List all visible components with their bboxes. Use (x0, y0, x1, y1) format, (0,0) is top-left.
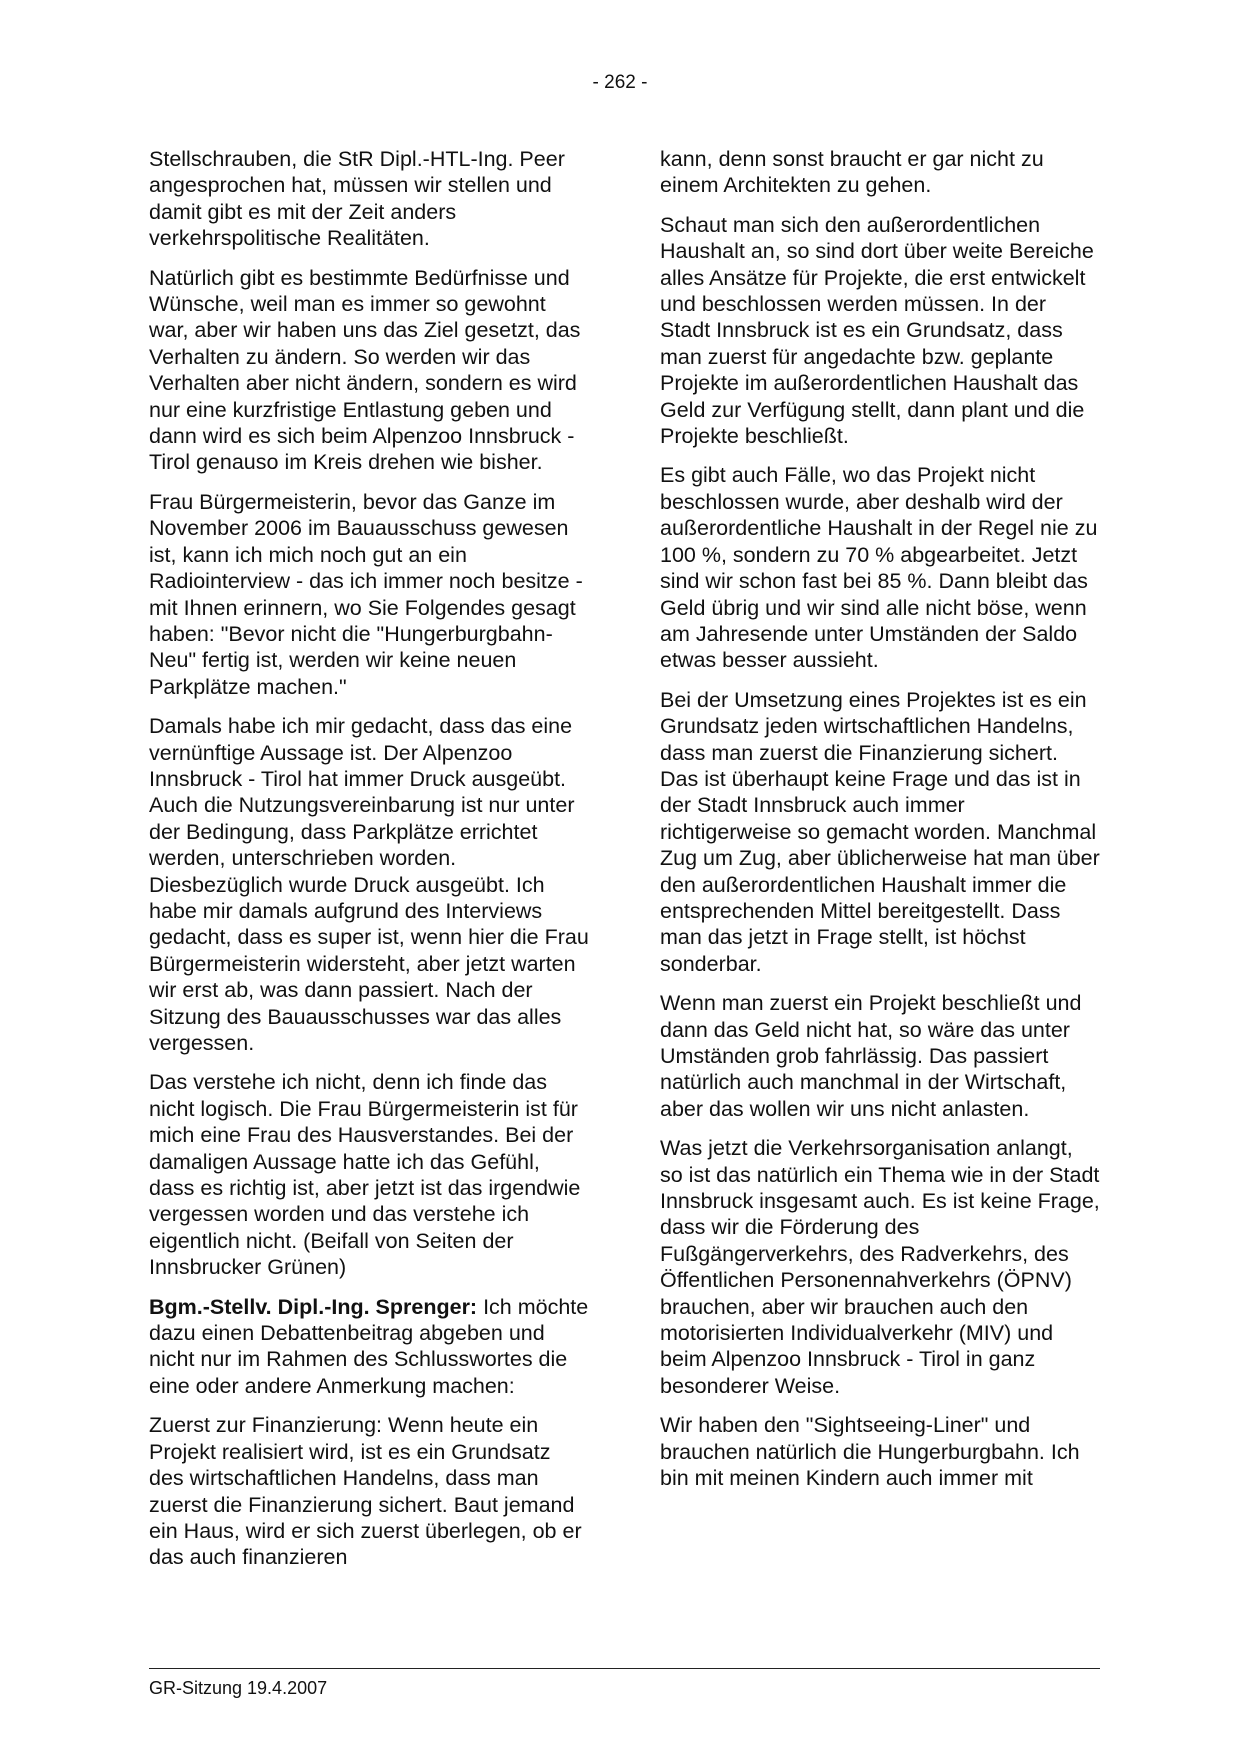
paragraph: Damals habe ich mir gedacht, dass das eine vernünftige Aussage ist. Der Alpenzoo Innsbruck - Tirol hat immer Druck ausgeübt. Auch die Nutzungsvereinbarung ist nur unter der Bedingung, dass Parkplätze errichtet werden, unterschrieben worden. Diesbezüglich wurde Druck ausgeübt. Ich habe mir damals aufgrund des Interviews gedacht, dass es super ist, wenn hier die Frau Bürgermeisterin widersteht, aber jetzt warten wir erst ab, was dann passiert. Nach der Sitzung des Bauausschusses war das alles vergessen. (149, 714, 589, 1055)
left-column (149, 146, 589, 1584)
footer-divider (149, 1668, 1100, 1669)
paragraph: Bei der Umsetzung eines Projektes ist es ein Grundsatz jeden wirtschaftlichen Handelns, dass man zuerst die Finanzierung sichert. Das ist überhaupt keine Frage und das ist in der Stadt Innsbruck auch immer richtigerweise so gemacht worden. Manchmal Zug um Zug, aber üblicherweise hat man über den außerordentlichen Haushalt immer die entsprechenden Mittel bereitgestellt. Dass man das jetzt in Frage stellt, ist höchst sonderbar. (660, 687, 1100, 976)
paragraph: Natürlich gibt es bestimmte Bedürfnisse und Wünsche, weil man es immer so gewohnt war, aber wir haben uns das Ziel gesetzt, das Verhalten zu ändern. So werden wir das Verhalten aber nicht ändern, sondern es wird nur eine kurzfristige Entlastung geben und dann wird es sich beim Alpenzoo Innsbruck - Tirol genauso im Kreis drehen wie bisher. (149, 265, 581, 475)
paragraph: Wenn man zuerst ein Projekt beschließt und dann das Geld nicht hat, so wäre das unter Umständen grob fahrlässig. Das passiert natürlich auch manchmal in der Wirtschaft, aber das wollen wir uns nicht anlasten. (660, 991, 1082, 1121)
speaker-name: Bgm.-Stellv. Dipl.-Ing. Sprenger: (149, 1294, 478, 1319)
right-column (660, 146, 1100, 1505)
paragraph: Stellschrauben, die StR Dipl.-HTL-Ing. Peer angesprochen hat, müssen wir stellen und damit gibt es mit der Zeit anders verkehrspolitische Realitäten. (149, 147, 565, 251)
footer-text: GR-Sitzung 19.4.2007 (149, 1678, 328, 1698)
page-number: - 262 - (592, 72, 648, 93)
speaker-paragraph (149, 1294, 589, 1400)
paragraph: Zuerst zur Finanzierung: Wenn heute ein Projekt realisiert wird, ist es ein Grundsatz des wirtschaftlichen Handelns, dass man zuerst die Finanzierung sichert. Baut jemand ein Haus, wird er sich zuerst überlegen, ob er das auch finanzieren (149, 1413, 582, 1570)
paragraph: Frau Bürgermeisterin, bevor das Ganze im November 2006 im Bauausschuss gewesen ist, kann ich mich noch gut an ein Radiointerview - das ich immer noch besitze - mit Ihnen erinnern, wo Sie Folgendes gesagt haben: "Bevor nicht die "Hungerburgbahn-Neu" fertig ist, werden wir keine neuen Parkplätze machen." (149, 489, 583, 699)
paragraph: Was jetzt die Verkehrsorganisation anlangt, so ist das natürlich ein Thema wie in der Stadt Innsbruck insgesamt auch. Es ist keine Frage, dass wir die Förderung des Fußgängerverkehrs, des Radverkehrs, des Öffentlichen Personennahverkehrs (ÖPNV) brauchen, aber wir brauchen auch den motorisierten Individualverkehr (MIV) und beim Alpenzoo Innsbruck - Tirol in ganz besonderer Weise. (660, 1136, 1100, 1398)
speaker-text: Ich möchte dazu einen Debattenbeitrag abgeben und nicht nur im Rahmen des Schlusswortes die eine oder andere Anmerkung machen: (149, 1294, 589, 1398)
paragraph: Das verstehe ich nicht, denn ich finde das nicht logisch. Die Frau Bürgermeisterin ist für mich eine Frau des Hausverstandes. Bei der damaligen Aussage hatte ich das Gefühl, dass es richtig ist, aber jetzt ist das irgendwie vergessen worden und das verstehe ich eigentlich nicht. (Beifall von Seiten der Innsbrucker Grünen) (149, 1070, 581, 1280)
paragraph: Schaut man sich den außerordentlichen Haushalt an, so sind dort über weite Bereiche alles Ansätze für Projekte, die erst entwickelt und beschlossen werden müssen. In der Stadt Innsbruck ist es ein Grundsatz, dass man zuerst für angedachte bzw. geplante Projekte im außerordentlichen Haushalt das Geld zur Verfügung stellt, dann plant und die Projekte beschließt. (660, 212, 1094, 449)
paragraph: Es gibt auch Fälle, wo das Projekt nicht beschlossen wurde, aber deshalb wird der außerordentliche Haushalt in der Regel nie zu 100 %, sondern zu 70 % abgearbeitet. Jetzt sind wir schon fast bei 85 %. Dann bleibt das Geld übrig und wir sind alle nicht böse, wenn am Jahresende unter Umständen der Saldo etwas besser aussieht. (660, 463, 1098, 673)
paragraph: Wir haben den "Sightseeing-Liner" und brauchen natürlich die Hungerburgbahn. Ich bin mit meinen Kindern auch immer mit (660, 1413, 1080, 1491)
paragraph: kann, denn sonst braucht er gar nicht zu einem Architekten zu gehen. (660, 147, 1044, 198)
